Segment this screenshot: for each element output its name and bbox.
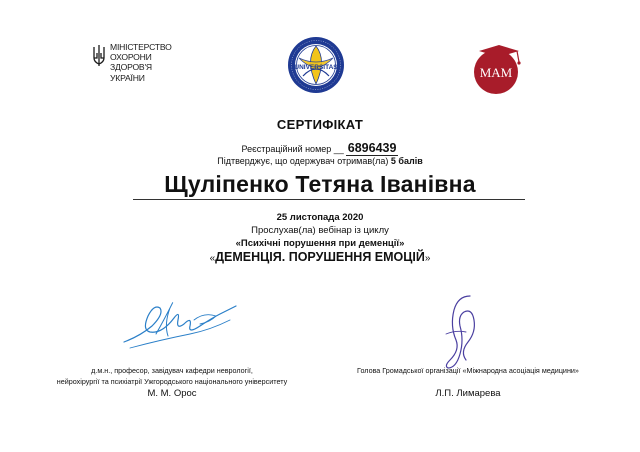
topic-row — [0, 250, 640, 264]
university-seal — [287, 36, 345, 94]
registration-number: 6896439 — [347, 141, 397, 155]
registration-row — [0, 141, 640, 156]
cycle-title: «Психічні порушення при деменції» — [235, 238, 405, 249]
right-signatory-title: Голова Громадської організації «Міжнародна асоціація медицини» — [357, 366, 579, 375]
quote-close: » — [424, 253, 431, 264]
ministry-name: МІНІСТЕРСТВО ОХОРОНИ ЗДОРОВ'Я УКРАЇНИ — [110, 42, 172, 83]
certificate-title: СЕРТИФІКАТ — [276, 117, 364, 132]
recipient-name: Щуліпенко Тетяна Іванівна — [164, 171, 476, 197]
left-signatory-name: М. М. Орос — [147, 388, 197, 399]
points-value: 5 балів — [390, 156, 423, 166]
right-signatory-name: Л.П. Лимарева — [435, 388, 501, 399]
svg-text:UNIVERSITAS: UNIVERSITAS — [294, 64, 338, 71]
event-date: 25 листопада 2020 — [276, 212, 364, 223]
confirmation-text: Підтверджує, що одержувач отримав(ла) — [217, 156, 389, 166]
registration-label: Реєстраційний номер __ — [241, 144, 344, 154]
left-signature — [120, 290, 240, 354]
right-signature — [430, 290, 484, 372]
quote-open: « — [209, 253, 216, 264]
topic-title: ДЕМЕНЦІЯ. ПОРУШЕННЯ ЕМОЦІЙ — [215, 250, 425, 264]
left-signatory-title: д.м.н., професор, завідувач кафедри неврології, нейрохірургії та психіатрії Ужгородського національного університету — [56, 366, 288, 386]
heard-text: Прослухав(ла) вебінар із циклу — [251, 225, 389, 236]
name-underline — [133, 199, 525, 200]
ministry-of-health-logo — [93, 42, 173, 86]
mam-logo — [469, 42, 533, 96]
confirmation-row — [0, 156, 640, 166]
svg-text:MAM: MAM — [479, 65, 513, 80]
trident-icon — [93, 44, 105, 66]
